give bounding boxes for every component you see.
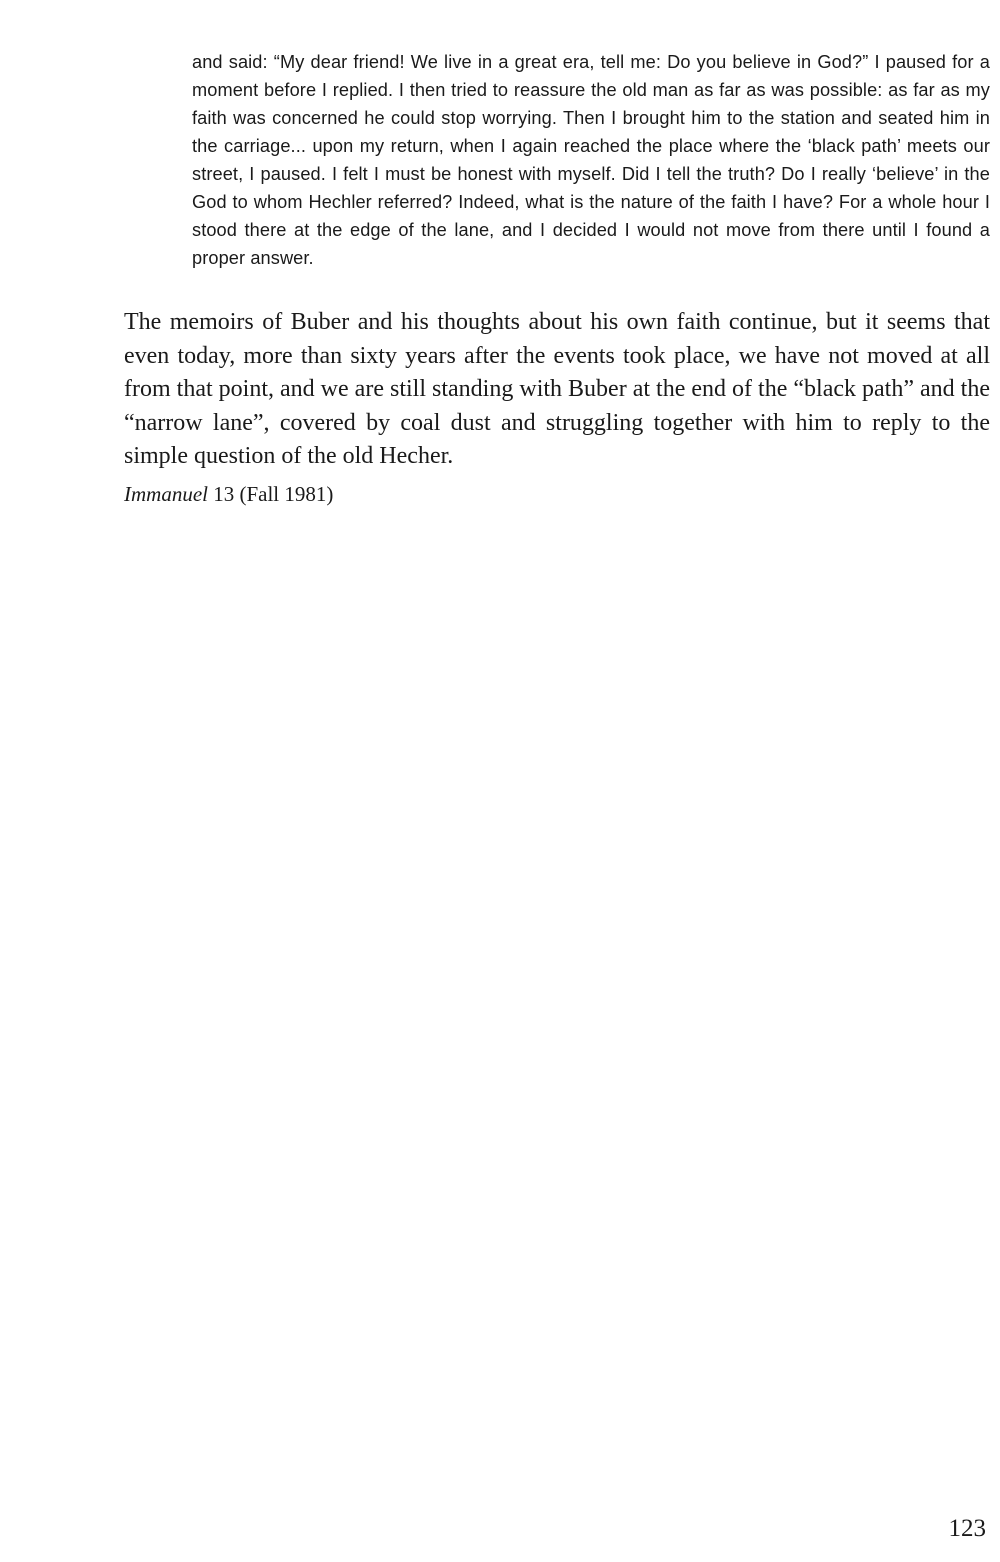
source-journal: Immanuel: [124, 482, 208, 506]
page-number: 123: [948, 1515, 986, 1542]
source-issue: 13 (Fall 1981): [207, 482, 334, 506]
block-quote: and said: “My dear friend! We live in a great era, tell me: Do you believe in God?” I paused for a moment before I replied. I then tried to reassure the old man as far as was possible: as far as my faith was concerned he could stop worrying. Then I brought him to the station and seated him in the carriage... upon my return, when I again reached the place where the ‘black path’ meets our street, I paused. I felt I must be honest with myself. Did I tell the truth? Do I really ‘believe’ in the God to whom Hechler referred? Indeed, what is the nature of the faith I have? For a whole hour I stood there at the edge of the lane, and I decided I would not move from there until I found a proper answer.: [192, 52, 990, 269]
body-paragraph: The memoirs of Buber and his thoughts about his own faith continue, but it seems that even today, more than sixty years after the events took place, we have not moved at all from that point, and we are still standing with Buber at the end of the “black path” and the “narrow lane”, covered by coal dust and struggling together with him to reply to the simple question of the old Hecher.: [124, 309, 990, 469]
source-citation: [124, 480, 333, 508]
